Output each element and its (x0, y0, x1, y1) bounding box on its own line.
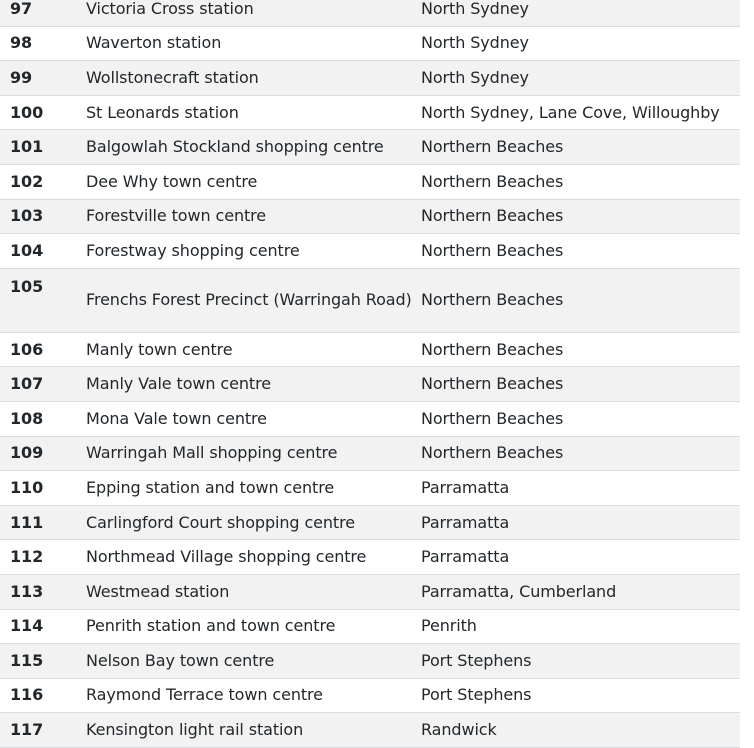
row-council: Northern Beaches (421, 268, 740, 332)
row-council: Randwick (421, 713, 740, 748)
row-number: 101 (0, 130, 86, 165)
row-number: 97 (0, 0, 86, 26)
row-location: Northmead Village shopping centre (86, 540, 421, 575)
table-row (0, 268, 740, 332)
row-number: 110 (0, 471, 86, 506)
row-location: Westmead station (86, 574, 421, 609)
row-number: 111 (0, 505, 86, 540)
row-council: North Sydney (421, 0, 740, 26)
row-location: Dee Why town centre (86, 164, 421, 199)
table-row (0, 367, 740, 402)
row-council: Northern Beaches (421, 367, 740, 402)
row-number: 112 (0, 540, 86, 575)
row-council: Northern Beaches (421, 401, 740, 436)
row-location: Penrith station and town centre (86, 609, 421, 644)
row-location: Forestway shopping centre (86, 234, 421, 269)
table-row (0, 234, 740, 269)
row-council: Penrith (421, 609, 740, 644)
row-council: Port Stephens (421, 644, 740, 679)
row-council: Northern Beaches (421, 234, 740, 269)
table-row (0, 199, 740, 234)
table-row (0, 471, 740, 506)
table-row (0, 713, 740, 748)
row-location: Manly Vale town centre (86, 367, 421, 402)
row-number: 117 (0, 713, 86, 748)
table-row (0, 505, 740, 540)
row-number: 102 (0, 164, 86, 199)
row-number: 116 (0, 678, 86, 713)
table-row (0, 95, 740, 130)
row-location: Wollstonecraft station (86, 61, 421, 96)
row-number: 115 (0, 644, 86, 679)
row-council: Parramatta (421, 540, 740, 575)
row-number: 98 (0, 26, 86, 61)
table-row (0, 164, 740, 199)
row-council: Northern Beaches (421, 436, 740, 471)
row-location: Forestville town centre (86, 199, 421, 234)
row-number: 113 (0, 574, 86, 609)
row-council: Parramatta (421, 505, 740, 540)
row-number: 99 (0, 61, 86, 96)
row-location: Frenchs Forest Precinct (Warringah Road) (86, 268, 421, 332)
table-row (0, 609, 740, 644)
table-row (0, 401, 740, 436)
row-number: 106 (0, 332, 86, 367)
row-location: Warringah Mall shopping centre (86, 436, 421, 471)
table-row (0, 0, 740, 26)
row-council: North Sydney (421, 26, 740, 61)
table-row (0, 540, 740, 575)
row-number: 103 (0, 199, 86, 234)
row-council: North Sydney (421, 61, 740, 96)
table-row (0, 678, 740, 713)
table-row (0, 332, 740, 367)
row-council: Parramatta (421, 471, 740, 506)
table-row (0, 644, 740, 679)
row-council: Northern Beaches (421, 332, 740, 367)
row-council: Parramatta, Cumberland (421, 574, 740, 609)
row-council: Port Stephens (421, 678, 740, 713)
table-row (0, 26, 740, 61)
table-row (0, 130, 740, 165)
row-location: Carlingford Court shopping centre (86, 505, 421, 540)
row-number: 105 (0, 268, 86, 332)
row-location: Epping station and town centre (86, 471, 421, 506)
row-location: Nelson Bay town centre (86, 644, 421, 679)
row-number: 109 (0, 436, 86, 471)
table-row (0, 574, 740, 609)
row-council: North Sydney, Lane Cove, Willoughby (421, 95, 740, 130)
row-council: Northern Beaches (421, 199, 740, 234)
row-number: 100 (0, 95, 86, 130)
row-number: 114 (0, 609, 86, 644)
row-location: Mona Vale town centre (86, 401, 421, 436)
row-location: Waverton station (86, 26, 421, 61)
row-number: 104 (0, 234, 86, 269)
row-location: Manly town centre (86, 332, 421, 367)
row-location: St Leonards station (86, 95, 421, 130)
row-council: Northern Beaches (421, 164, 740, 199)
row-location: Balgowlah Stockland shopping centre (86, 130, 421, 165)
table-row (0, 61, 740, 96)
row-number: 107 (0, 367, 86, 402)
row-number: 108 (0, 401, 86, 436)
table-row (0, 436, 740, 471)
row-location: Raymond Terrace town centre (86, 678, 421, 713)
row-location: Kensington light rail station (86, 713, 421, 748)
row-council: Northern Beaches (421, 130, 740, 165)
row-location: Victoria Cross station (86, 0, 421, 26)
